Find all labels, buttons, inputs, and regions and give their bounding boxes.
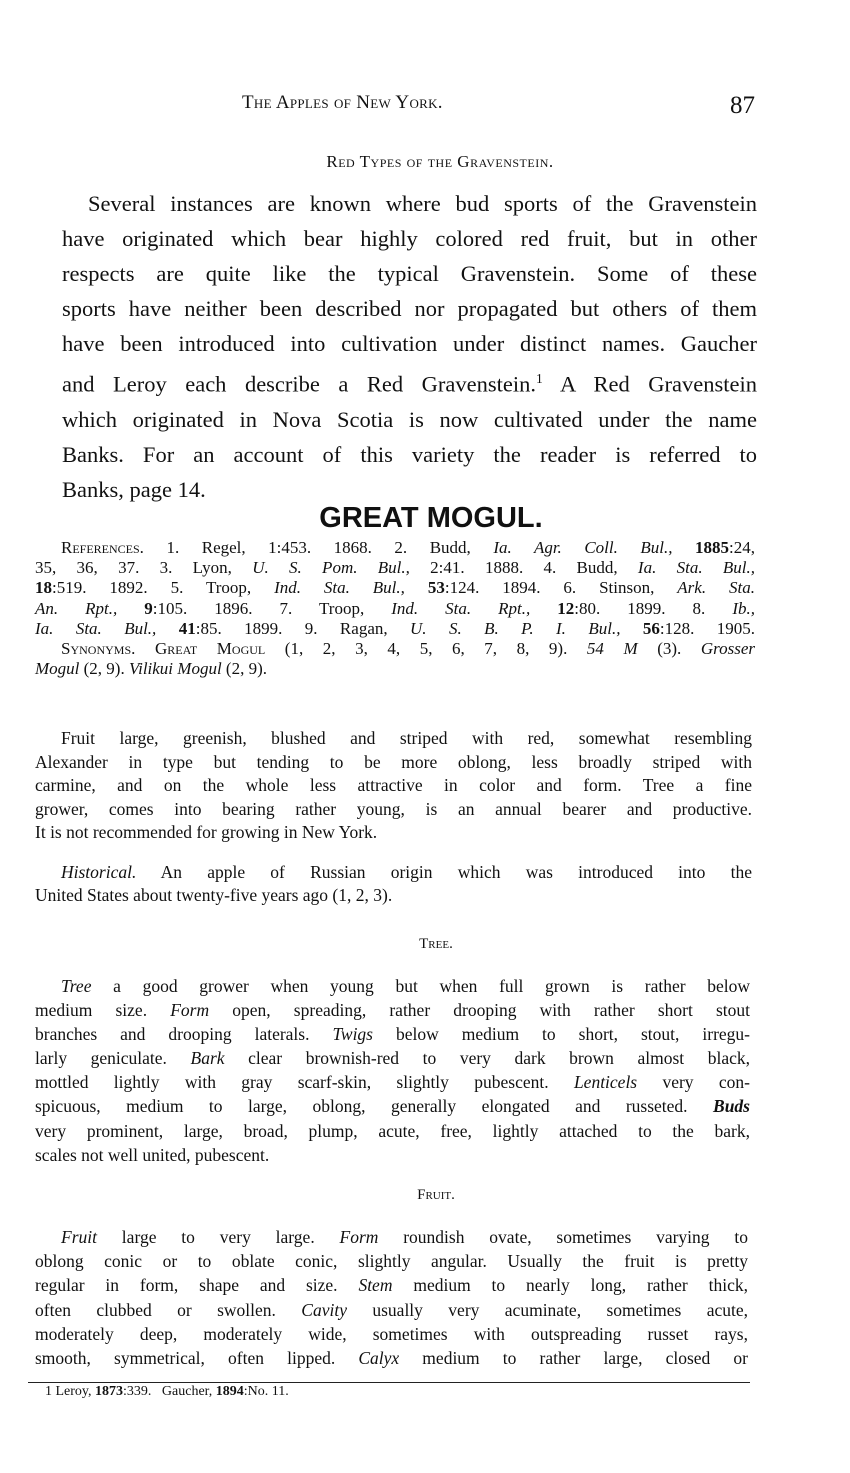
text-line bbox=[35, 861, 752, 884]
text-run: :124. 1894. 6. Stinson, bbox=[444, 578, 678, 598]
text-run: sports have neither been described nor propagated but others of them bbox=[62, 296, 757, 322]
text-line bbox=[62, 326, 757, 361]
text-run: (2, 9). bbox=[221, 659, 267, 679]
tree-heading: Tree. bbox=[419, 936, 453, 952]
text-run: :339. Gaucher, bbox=[123, 1384, 216, 1399]
text-run: 35, 36, 37. 3. Lyon, bbox=[35, 558, 253, 578]
text-run: Alexander in type but tending to be more oblong, less broadly striped with bbox=[35, 751, 752, 772]
text-run bbox=[156, 619, 178, 638]
text-run: clear brownish-red to very dark brown almost black, bbox=[224, 1048, 750, 1069]
fruit-paragraph bbox=[35, 1225, 748, 1370]
text-run: and Leroy each describe a Red Gravenstein. bbox=[62, 371, 536, 397]
text-run: :105. 1896. 7. Troop, bbox=[152, 598, 392, 618]
fruit-heading: Fruit. bbox=[417, 1187, 455, 1203]
text-run: Ia. Agr. Coll. Bul., bbox=[493, 538, 673, 557]
text-run: medium to rather large, closed or bbox=[399, 1348, 749, 1369]
text-line bbox=[35, 558, 755, 578]
text-run: larly geniculate. bbox=[35, 1048, 191, 1069]
text-run: 1. Regel, 1:453. 1868. 2. Budd, bbox=[143, 538, 494, 557]
text-run: An apple of Russian origin which was introduced into the bbox=[136, 862, 752, 882]
text-run: often clubbed or swollen. bbox=[35, 1299, 302, 1320]
text-run: Banks, page 14. bbox=[62, 477, 206, 503]
text-line bbox=[62, 361, 757, 402]
text-run: Synonyms. bbox=[61, 639, 136, 659]
text-run: Ind. Sta. Bul., bbox=[274, 578, 405, 598]
text-run: respects are quite like the typical Gravenstein. Some of these bbox=[62, 261, 757, 287]
references-block bbox=[35, 538, 755, 679]
text-line bbox=[62, 437, 757, 472]
text-run: Calyx bbox=[358, 1348, 400, 1369]
text-line bbox=[35, 538, 755, 558]
text-run: Ia. Sta. Bul., bbox=[35, 618, 157, 638]
text-line bbox=[35, 1346, 748, 1370]
text-line bbox=[35, 659, 755, 679]
text-run: Fruit large, greenish, blushed and striped with red, somewhat resembling bbox=[61, 728, 752, 748]
text-run: 41 bbox=[178, 618, 196, 638]
text-run: (3). bbox=[637, 639, 701, 659]
text-run: United States about twenty-five years ago (1, 2, 3). bbox=[35, 885, 393, 905]
text-line bbox=[35, 1143, 750, 1167]
text-run: It is not recommended for growing in New York. bbox=[35, 822, 378, 842]
text-run: Cavity bbox=[301, 1299, 347, 1320]
page-number: 87 bbox=[730, 92, 755, 119]
text-run: A Red Gravenstein bbox=[542, 371, 757, 397]
text-run: Form bbox=[339, 1227, 379, 1247]
text-line bbox=[35, 1249, 748, 1273]
text-run: scales not well united, pubescent. bbox=[35, 1144, 270, 1165]
text-run: :85. 1899. 9. Ragan, bbox=[195, 618, 411, 638]
text-run: medium to nearly long, rather thick, bbox=[392, 1275, 748, 1296]
text-run bbox=[117, 599, 144, 618]
text-line bbox=[35, 1322, 748, 1346]
text-run: below medium to short, stout, irregu- bbox=[373, 1024, 750, 1045]
text-run: medium size. bbox=[35, 1000, 171, 1021]
text-run: :24, bbox=[729, 538, 756, 557]
text-run: 1 Leroy, bbox=[45, 1384, 96, 1399]
text-run: branches and drooping laterals. bbox=[35, 1024, 333, 1045]
text-run bbox=[620, 619, 642, 638]
text-run: spicuous, medium to large, oblong, generally elongated and russeted. bbox=[35, 1096, 714, 1117]
historical-paragraph bbox=[35, 861, 752, 907]
text-run: regular in form, shape and size. bbox=[35, 1275, 359, 1296]
text-run: :519. 1892. 5. Troop, bbox=[52, 578, 275, 598]
text-line bbox=[62, 256, 757, 291]
text-line bbox=[35, 751, 752, 775]
text-line bbox=[35, 974, 750, 998]
text-run: 1885 bbox=[695, 538, 730, 557]
text-line bbox=[35, 1094, 750, 1118]
text-run: 18 bbox=[35, 578, 52, 598]
footnote bbox=[45, 1384, 289, 1400]
text-line bbox=[62, 402, 757, 437]
text-run bbox=[135, 639, 155, 658]
text-run: roundish ovate, sometimes varying to bbox=[378, 1227, 748, 1247]
text-run: Twigs bbox=[332, 1024, 373, 1045]
text-line bbox=[35, 884, 752, 907]
text-line bbox=[35, 1070, 750, 1094]
text-line bbox=[62, 186, 757, 221]
text-line bbox=[35, 639, 755, 659]
text-run: Ark. Sta. bbox=[677, 578, 755, 598]
text-run: (2, 9). bbox=[79, 659, 129, 679]
text-line bbox=[35, 578, 755, 598]
text-run: An. Rpt., bbox=[35, 598, 118, 618]
text-run: carmine, and on the whole less attractive in color and form. Tree a fine bbox=[35, 775, 752, 795]
fruit-summary-paragraph bbox=[35, 727, 752, 845]
text-run: which originated in Nova Scotia is now cultivated under the name bbox=[62, 407, 757, 433]
text-line bbox=[62, 221, 757, 256]
text-run: Fruit bbox=[61, 1227, 97, 1247]
text-run: 56 bbox=[642, 618, 660, 638]
text-run: Form bbox=[170, 1000, 210, 1021]
text-run: 12 bbox=[557, 598, 575, 618]
text-line bbox=[35, 1298, 748, 1322]
text-line bbox=[35, 1225, 748, 1249]
text-run: have been introduced into cultivation under distinct names. Gaucher bbox=[62, 331, 757, 357]
text-run: a good grower when young but when full grown is rather below bbox=[91, 976, 750, 996]
text-run: Several instances are known where bud sports of the Gravenstein bbox=[88, 191, 757, 216]
text-run: 1894 bbox=[215, 1384, 244, 1399]
text-run: :80. 1899. 8. bbox=[574, 598, 733, 618]
text-run: moderately deep, moderately wide, sometimes with outspreading russet rays, bbox=[35, 1323, 748, 1344]
text-run: U. S. Pom. Bul., bbox=[252, 558, 410, 578]
text-run: Vilikui Mogul bbox=[128, 659, 222, 679]
text-run: Tree bbox=[61, 976, 92, 996]
text-run: 9 bbox=[144, 598, 153, 618]
text-line bbox=[35, 998, 750, 1022]
text-run bbox=[530, 599, 557, 618]
text-line bbox=[35, 619, 755, 639]
text-run: Banks. For an account of this variety the reader is referred to bbox=[62, 442, 757, 468]
footnote-marker: 1 bbox=[536, 371, 543, 387]
text-run: Ind. Sta. Rpt., bbox=[391, 598, 531, 618]
text-line bbox=[35, 599, 755, 619]
text-run: very con- bbox=[637, 1072, 750, 1093]
running-title: The Apples of New York. bbox=[242, 92, 443, 113]
text-run bbox=[405, 578, 428, 597]
text-line bbox=[35, 821, 752, 845]
text-run: 54 M bbox=[586, 639, 638, 659]
text-line bbox=[35, 727, 752, 751]
text-line bbox=[35, 798, 752, 822]
text-run: large to very large. bbox=[96, 1227, 340, 1247]
text-run: :128. 1905. bbox=[659, 618, 756, 638]
variety-title: GREAT MOGUL. bbox=[319, 502, 543, 534]
text-run: grower, comes into bearing rather young, is an annual bearer and productive. bbox=[35, 798, 752, 819]
text-line bbox=[62, 291, 757, 326]
text-run: U. S. B. P. I. Bul., bbox=[410, 618, 621, 638]
text-run: very prominent, large, broad, plump, acute, free, lightly attached to the bark, bbox=[35, 1120, 750, 1141]
text-line bbox=[35, 774, 752, 798]
text-run: Ib., bbox=[732, 598, 755, 618]
tree-paragraph bbox=[35, 974, 750, 1167]
text-run: :No. 11. bbox=[243, 1384, 289, 1399]
text-run: Lenticels bbox=[573, 1072, 638, 1093]
text-run: Bark bbox=[190, 1048, 225, 1069]
text-run: mottled lightly with gray scarf-skin, slightly pubescent. bbox=[35, 1072, 574, 1093]
text-run: have originated which bear highly colored red fruit, but in other bbox=[62, 226, 757, 252]
text-run: (1, 2, 3, 4, 5, 6, 7, 8, 9). bbox=[265, 639, 587, 659]
text-run: Great Mogul bbox=[154, 639, 266, 659]
text-run: Mogul bbox=[35, 659, 80, 679]
text-run: References. bbox=[61, 538, 144, 557]
text-run: 1873 bbox=[95, 1384, 124, 1399]
text-run: Ia. Sta. Bul., bbox=[637, 558, 756, 578]
text-run: 2:41. 1888. 4. Budd, bbox=[409, 558, 638, 578]
text-run: smooth, symmetrical, often lipped. bbox=[35, 1348, 359, 1369]
text-run: Buds bbox=[713, 1096, 750, 1117]
footnote-rule bbox=[28, 1382, 750, 1383]
text-run: Historical. bbox=[61, 862, 137, 882]
text-line bbox=[35, 1119, 750, 1143]
text-line bbox=[35, 1046, 750, 1070]
text-run bbox=[673, 538, 696, 557]
text-run: oblong conic or to oblate conic, slightly angular. Usually the fruit is pretty bbox=[35, 1251, 748, 1272]
text-run: Stem bbox=[358, 1275, 393, 1296]
text-line bbox=[35, 1273, 748, 1297]
intro-paragraph bbox=[62, 186, 757, 507]
text-line bbox=[35, 1022, 750, 1046]
text-run: Grosser bbox=[700, 639, 755, 659]
text-run: 53 bbox=[427, 578, 445, 598]
section-heading: Red Types of the Gravenstein. bbox=[326, 152, 554, 171]
text-run: open, spreading, rather drooping with rather short stout bbox=[209, 1000, 751, 1021]
text-run: usually very acuminate, sometimes acute, bbox=[346, 1299, 748, 1320]
